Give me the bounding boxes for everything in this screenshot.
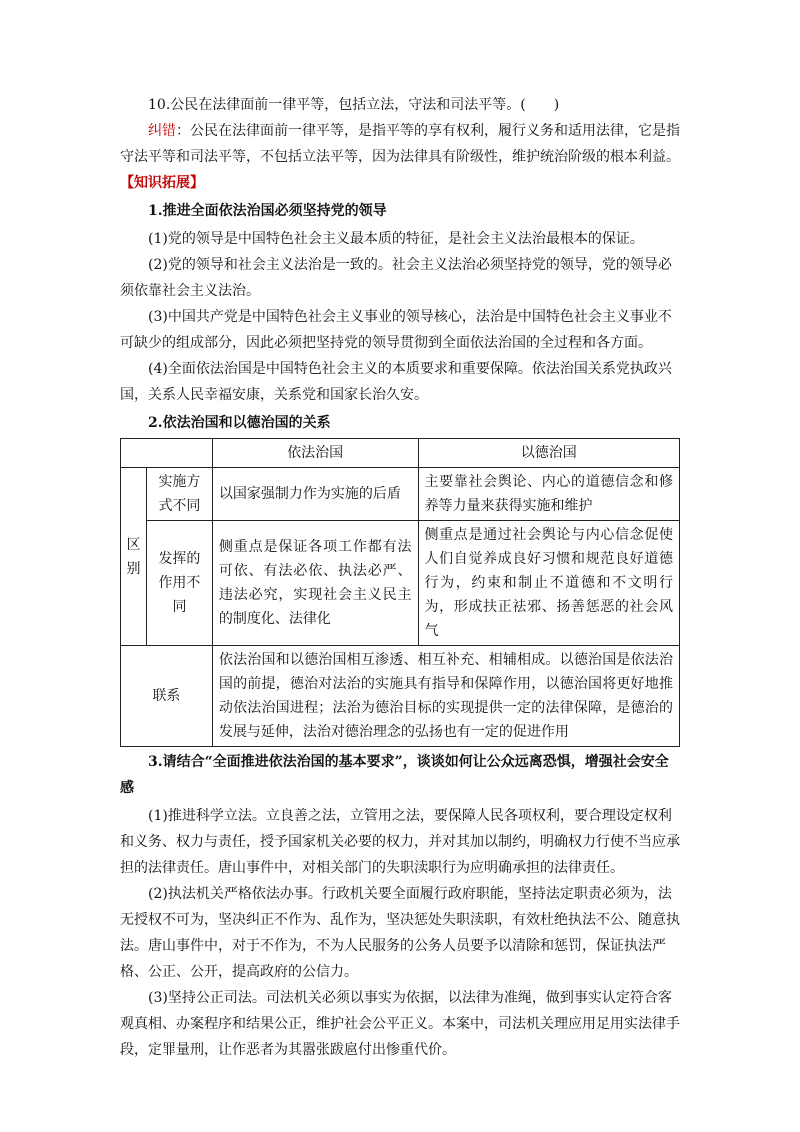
document-page — [120, 92, 680, 1063]
table-row — [121, 468, 680, 521]
table-row — [121, 521, 680, 646]
section3-item: (3)坚持公正司法。司法机关必须以事实为依据，以法律为准绳，做到事实认定符合客观真相、办案程序和结果公正，维护社会公平正义。本案中，司法机关理应用足用实法律手段，定罪量刑，让作恶者为其嚣张跋扈付出惨重代价。 — [120, 990, 680, 1058]
knowledge-extension-label: 【知识拓展】 — [120, 175, 204, 191]
section1-item: (1)党的领导是中国特色社会主义最本质的特征，是社会主义法治最根本的保证。 — [148, 231, 644, 247]
comparison-table — [120, 438, 680, 747]
row-label: 发挥的作用不同 — [146, 521, 212, 646]
section2-title: 2.依法治国和以德治国的关系 — [148, 415, 331, 431]
correction-label: 纠错 — [148, 123, 176, 139]
correction-paragraph — [120, 118, 680, 196]
section3-title: 3.请结合“全面推进依法治国的基本要求”，谈谈如何让公众远离恐惧，增强社会安全感 — [120, 754, 669, 796]
col-header-rule-of-virtue: 以德治国 — [418, 439, 680, 468]
table-corner-cell — [121, 439, 213, 468]
cell-rule-of-virtue: 侧重点是通过社会舆论与内心信念促使人们自觉养成良好习惯和规范良好道德行为，约束和制止不道德和不文明行为，形成扶正祛邪、扬善惩恶的社会风气 — [418, 521, 680, 646]
section1-item: (4)全面依法治国是中国特色社会主义的本质要求和重要保障。依法治国关系党执政兴国，关系人民幸福安康，关系党和国家长治久安。 — [120, 361, 672, 403]
relation-label: 联系 — [121, 646, 213, 747]
relation-text: 依法治国和以德治国相互渗透、相互补充、相辅相成。以德治国是依法治国的前提，德治对法治的实施具有指导和保障作用，以德治国将更好地推动依法治国进程；法治为德治目标的实现提供一定的法律保障，是德治的发展与延伸，法治对德治理念的弘扬也有一定的促进作用 — [212, 646, 679, 747]
col-header-rule-of-law: 依法治国 — [212, 439, 418, 468]
section3-item: (1)推进科学立法。立良善之法，立管用之法，要保障人民各项权利，要合理设定权利和义务、权力与责任，授予国家机关必要的权力，并对其加以制约，明确权力行使不当应承担的法律责任。唐山事件中，对相关部门的失职渎职行为应明确承担的法律责任。 — [120, 808, 680, 876]
section1-title: 1.推进全面依法治国必须坚持党的领导 — [148, 203, 387, 219]
question-10: 10.公民在法律面前一律平等，包括立法，守法和司法平等。( ) — [148, 97, 560, 113]
section1-item: (2)党的领导和社会主义法治是一致的。社会主义法治必须坚持党的领导，党的领导必须依靠社会主义法治。 — [120, 257, 672, 299]
difference-group-label: 区别 — [121, 468, 147, 646]
correction-text: ：公民在法律面前一律平等，是指平等的享有权利，履行义务和适用法律，它是指守法平等和司法平等，不包括立法平等，因为法律具有阶级性，维护统治阶级的根本利益。 — [120, 123, 680, 165]
section1-item: (3)中国共产党是中国特色社会主义事业的领导核心，法治是中国特色社会主义事业不可缺少的组成部分，因此必须把坚持党的领导贯彻到全面依法治国的全过程和各方面。 — [120, 309, 672, 351]
cell-rule-of-law: 侧重点是保证各项工作都有法可依、有法必依、执法必严、违法必究，实现社会主义民主的制度化、法律化 — [212, 521, 418, 646]
row-label: 实施方式不同 — [146, 468, 212, 521]
table-header-row — [121, 439, 680, 468]
cell-rule-of-law: 以国家强制力作为实施的后盾 — [212, 468, 418, 521]
cell-rule-of-virtue: 主要靠社会舆论、内心的道德信念和修养等力量来获得实施和维护 — [418, 468, 680, 521]
table-row — [121, 646, 680, 747]
section3-item: (2)执法机关严格依法办事。行政机关要全面履行政府职能，坚持法定职责必须为，法无授权不可为，坚决纠正不作为、乱作为，坚决惩处失职渎职，有效杜绝执法不公、随意执法。唐山事件中，对于不作为，不为人民服务的公务人员要予以清除和惩罚，保证执法严格、公正、公开，提高政府的公信力。 — [120, 886, 680, 980]
